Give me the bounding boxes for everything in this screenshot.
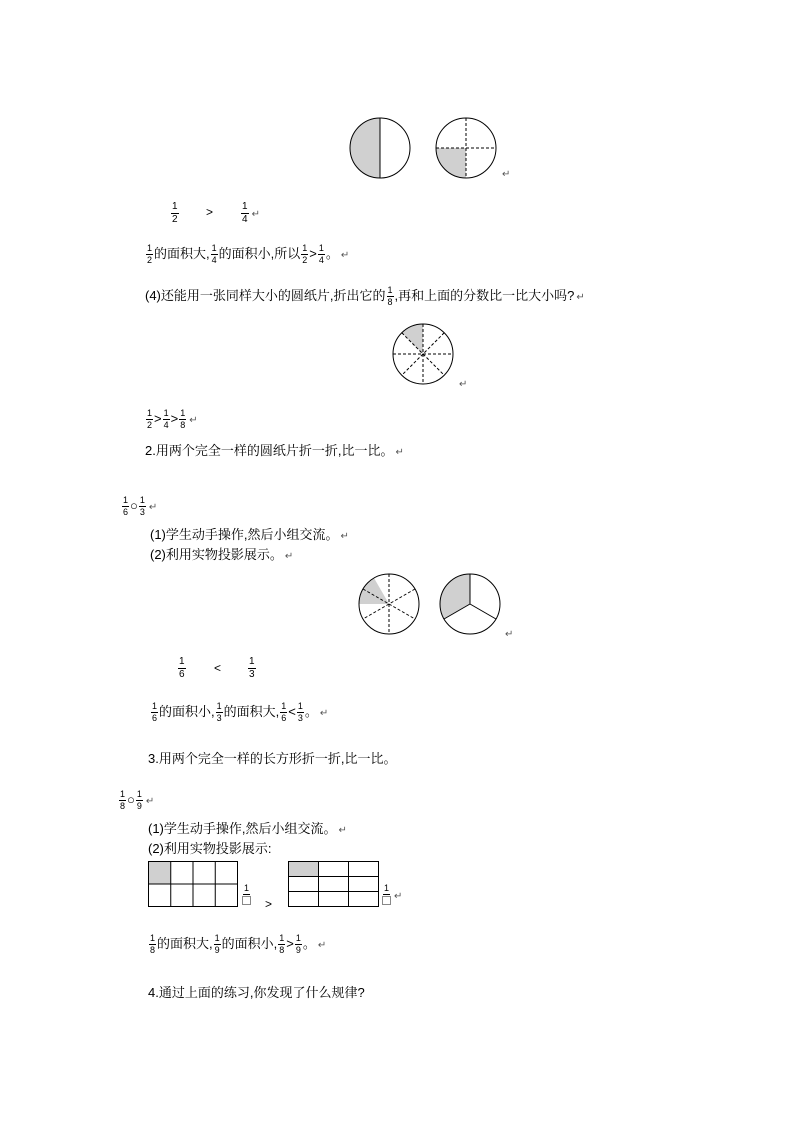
sentence-half-quarter: $\frac{1}{2}$ 的面积大, $\frac{1}{4}$ 的面积小,所以 $\frac{1}{2}$ > $\frac{1}{4}$ 。 ↵ — [147, 243, 350, 265]
fraction-quarter-block: $\frac{1}{4}$ ↵ — [242, 201, 260, 225]
circle-quarter — [435, 117, 497, 179]
gt-symbol: > — [265, 897, 273, 911]
rect-eighth-label: 1 — [241, 884, 252, 907]
return-mark: ↵ — [459, 379, 468, 390]
fraction-half: $\frac{1}{2}$ — [172, 201, 178, 225]
compare-half-quarter-eighth: $\frac{1}{2}$ > $\frac{1}{4}$ > $\frac{1}{8}$ ↵ — [147, 408, 198, 430]
compare-eighth-ninth-blank: $\frac{1}{8}$ ○ $\frac{1}{9}$ ↵ — [120, 789, 155, 811]
fraction-sixth-block: $\frac{1}{6}$ — [179, 656, 185, 680]
question-4: (4)还能用一张同样大小的圆纸片,折出它的 $\frac{1}{8}$ ,再和上面的分数比一比大小吗? ↵ — [145, 285, 585, 307]
return-mark: ↵ — [505, 629, 514, 640]
rectangle-ninth — [288, 861, 379, 907]
step-1-task2: (1)学生动手操作,然后小组交流。 ↵ — [150, 527, 349, 542]
return-mark: ↵ — [502, 169, 511, 180]
circle-eighth — [392, 323, 454, 385]
circle-sixth — [358, 573, 420, 635]
task-3: 3.用两个完全一样的长方形折一折,比一比。 — [148, 751, 397, 766]
rectangle-eighth — [148, 861, 238, 907]
step-2-task2: (2)利用实物投影展示。 ↵ — [150, 547, 294, 562]
compare-half-quarter — [170, 202, 180, 225]
task-4: 4.通过上面的练习,你发现了什么规律? — [148, 985, 365, 1000]
circle-third — [439, 573, 501, 635]
compare-sixth-third-blank: $\frac{1}{6}$ ○ $\frac{1}{3}$ ↵ — [123, 495, 158, 517]
fraction-third-block: $\frac{1}{3}$ — [249, 656, 255, 680]
rect-ninth-label: 1 ↵ — [381, 884, 402, 907]
step-1-task3: (1)学生动手操作,然后小组交流。 ↵ — [148, 821, 347, 836]
step-2-task3: (2)利用实物投影展示: — [148, 841, 272, 856]
sentence-eighth-ninth: $\frac{1}{8}$ 的面积大, $\frac{1}{9}$ 的面积小, $\frac{1}{8}$ > $\frac{1}{9}$ 。 ↵ — [150, 933, 327, 955]
task-2: 2.用两个完全一样的圆纸片折一折,比一比。 ↵ — [145, 443, 404, 458]
sentence-sixth-third: $\frac{1}{6}$ 的面积小, $\frac{1}{3}$ 的面积大, $\frac{1}{6}$ < $\frac{1}{3}$ 。 ↵ — [152, 701, 329, 723]
circle-half — [349, 117, 411, 179]
gt-symbol: > — [206, 205, 214, 219]
lt-symbol: < — [214, 661, 222, 675]
